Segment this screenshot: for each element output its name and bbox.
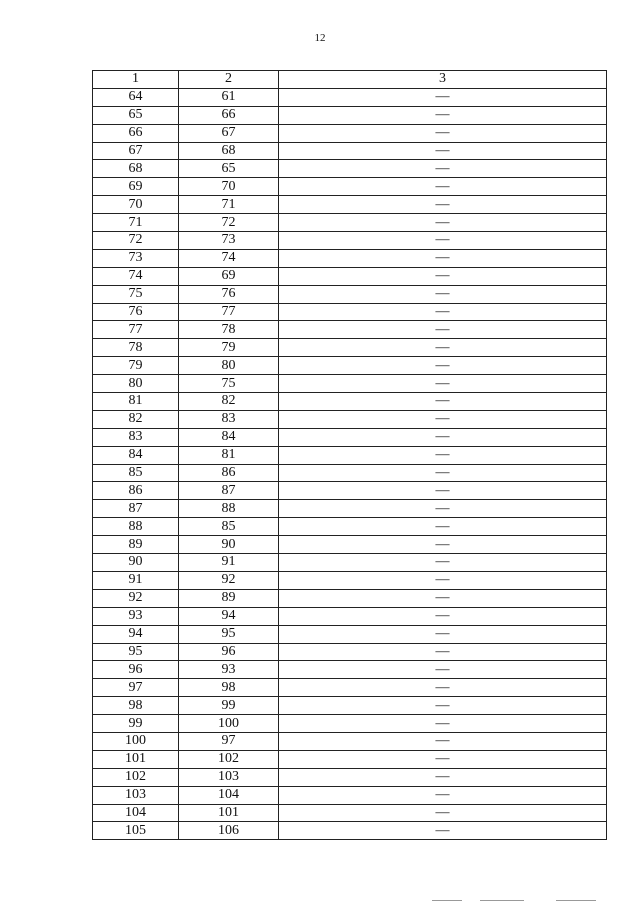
table-cell-col-3: — <box>279 518 607 536</box>
table-cell-col-1: 76 <box>93 303 179 321</box>
column-header-1: 1 <box>93 71 179 89</box>
table-cell-col-2: 104 <box>179 786 279 804</box>
table-row <box>93 375 607 393</box>
table-cell-col-1: 92 <box>93 589 179 607</box>
table-row <box>93 285 607 303</box>
table-row <box>93 750 607 768</box>
table-row <box>93 303 607 321</box>
column-header-2: 2 <box>179 71 279 89</box>
table-cell-col-1: 83 <box>93 428 179 446</box>
table-cell-col-2: 85 <box>179 518 279 536</box>
table-cell-col-1: 105 <box>93 822 179 840</box>
table-cell-col-1: 94 <box>93 625 179 643</box>
table-cell-col-2: 98 <box>179 679 279 697</box>
table-cell-col-3: — <box>279 804 607 822</box>
table-cell-col-1: 77 <box>93 321 179 339</box>
table-row <box>93 589 607 607</box>
table-cell-col-2: 68 <box>179 142 279 160</box>
table-cell-col-3: — <box>279 357 607 375</box>
table-cell-col-3: — <box>279 589 607 607</box>
table-cell-col-2: 92 <box>179 571 279 589</box>
table-cell-col-2: 99 <box>179 697 279 715</box>
table-row <box>93 214 607 232</box>
table-cell-col-2: 65 <box>179 160 279 178</box>
table-cell-col-2: 69 <box>179 267 279 285</box>
table-cell-col-3: — <box>279 214 607 232</box>
table-cell-col-2: 82 <box>179 393 279 411</box>
table-row <box>93 267 607 285</box>
table-row <box>93 625 607 643</box>
table-cell-col-3: — <box>279 410 607 428</box>
table-cell-col-3: — <box>279 160 607 178</box>
table-cell-col-2: 95 <box>179 625 279 643</box>
table-cell-col-2: 67 <box>179 124 279 142</box>
table-row <box>93 393 607 411</box>
table-row <box>93 554 607 572</box>
table-cell-col-2: 80 <box>179 357 279 375</box>
table-cell-col-3: — <box>279 428 607 446</box>
table-cell-col-3: — <box>279 393 607 411</box>
table-cell-col-2: 76 <box>179 285 279 303</box>
table-row <box>93 339 607 357</box>
table-cell-col-2: 103 <box>179 768 279 786</box>
table-cell-col-2: 97 <box>179 732 279 750</box>
table-cell-col-2: 88 <box>179 500 279 518</box>
table-row <box>93 142 607 160</box>
table-row <box>93 804 607 822</box>
table-row <box>93 124 607 142</box>
table-cell-col-1: 75 <box>93 285 179 303</box>
table-cell-col-3: — <box>279 267 607 285</box>
table-cell-col-1: 96 <box>93 661 179 679</box>
table-cell-col-3: — <box>279 643 607 661</box>
table-cell-col-2: 90 <box>179 536 279 554</box>
table-row <box>93 732 607 750</box>
table-row <box>93 106 607 124</box>
table-cell-col-2: 94 <box>179 607 279 625</box>
table-cell-col-1: 74 <box>93 267 179 285</box>
table-cell-col-1: 97 <box>93 679 179 697</box>
table-cell-col-2: 87 <box>179 482 279 500</box>
table-cell-col-3: — <box>279 249 607 267</box>
table-cell-col-1: 78 <box>93 339 179 357</box>
table-row <box>93 518 607 536</box>
table-cell-col-1: 89 <box>93 536 179 554</box>
table-cell-col-1: 102 <box>93 768 179 786</box>
table-row <box>93 428 607 446</box>
table-cell-col-3: — <box>279 500 607 518</box>
table-row <box>93 321 607 339</box>
table-cell-col-3: — <box>279 232 607 250</box>
table-cell-col-3: — <box>279 446 607 464</box>
table-row <box>93 410 607 428</box>
table-cell-col-1: 84 <box>93 446 179 464</box>
table-cell-col-1: 98 <box>93 697 179 715</box>
scan-artifact <box>480 900 524 901</box>
table-cell-col-2: 61 <box>179 88 279 106</box>
table-cell-col-2: 81 <box>179 446 279 464</box>
table-cell-col-3: — <box>279 303 607 321</box>
table-cell-col-1: 79 <box>93 357 179 375</box>
table-cell-col-1: 71 <box>93 214 179 232</box>
page-number: 12 <box>314 32 326 44</box>
table-cell-col-1: 99 <box>93 715 179 733</box>
table-cell-col-2: 66 <box>179 106 279 124</box>
table-cell-col-3: — <box>279 321 607 339</box>
table-cell-col-3: — <box>279 554 607 572</box>
table-cell-col-2: 77 <box>179 303 279 321</box>
scan-artifact <box>432 900 462 901</box>
table-cell-col-3: — <box>279 679 607 697</box>
table-cell-col-1: 80 <box>93 375 179 393</box>
table-cell-col-1: 88 <box>93 518 179 536</box>
table-cell-col-1: 91 <box>93 571 179 589</box>
table-row <box>93 536 607 554</box>
table-row <box>93 661 607 679</box>
table-cell-col-2: 78 <box>179 321 279 339</box>
table-row <box>93 697 607 715</box>
table-cell-col-3: — <box>279 625 607 643</box>
table-cell-col-1: 69 <box>93 178 179 196</box>
header-row <box>93 71 607 89</box>
table-cell-col-3: — <box>279 482 607 500</box>
table-cell-col-3: — <box>279 571 607 589</box>
table-cell-col-3: — <box>279 285 607 303</box>
table-cell-col-1: 87 <box>93 500 179 518</box>
table-cell-col-3: — <box>279 88 607 106</box>
table-cell-col-2: 86 <box>179 464 279 482</box>
table-row <box>93 607 607 625</box>
table-cell-col-2: 84 <box>179 428 279 446</box>
data-table <box>92 70 607 840</box>
table-row <box>93 786 607 804</box>
table-cell-col-3: — <box>279 822 607 840</box>
table-cell-col-2: 75 <box>179 375 279 393</box>
table-cell-col-3: — <box>279 142 607 160</box>
table-cell-col-1: 82 <box>93 410 179 428</box>
table-row <box>93 500 607 518</box>
table-cell-col-3: — <box>279 124 607 142</box>
table-cell-col-3: — <box>279 196 607 214</box>
table-row <box>93 357 607 375</box>
table-row <box>93 160 607 178</box>
table-row <box>93 822 607 840</box>
table-cell-col-3: — <box>279 732 607 750</box>
table-cell-col-3: — <box>279 339 607 357</box>
table-cell-col-3: — <box>279 536 607 554</box>
table-row <box>93 88 607 106</box>
table-cell-col-2: 73 <box>179 232 279 250</box>
table-cell-col-2: 93 <box>179 661 279 679</box>
table-cell-col-1: 86 <box>93 482 179 500</box>
table-header <box>93 71 607 89</box>
table-cell-col-2: 100 <box>179 715 279 733</box>
table-cell-col-1: 68 <box>93 160 179 178</box>
table-cell-col-1: 90 <box>93 554 179 572</box>
table-cell-col-2: 83 <box>179 410 279 428</box>
table-row <box>93 178 607 196</box>
table-cell-col-3: — <box>279 661 607 679</box>
table-row <box>93 232 607 250</box>
column-header-3: 3 <box>279 71 607 89</box>
table-row <box>93 643 607 661</box>
table-cell-col-3: — <box>279 607 607 625</box>
table-cell-col-1: 73 <box>93 249 179 267</box>
table-cell-col-1: 95 <box>93 643 179 661</box>
table-cell-col-1: 101 <box>93 750 179 768</box>
table-cell-col-2: 101 <box>179 804 279 822</box>
table-cell-col-1: 104 <box>93 804 179 822</box>
table-cell-col-2: 91 <box>179 554 279 572</box>
table-row <box>93 679 607 697</box>
table-cell-col-1: 70 <box>93 196 179 214</box>
table-body <box>93 88 607 839</box>
table-row <box>93 571 607 589</box>
table-cell-col-2: 71 <box>179 196 279 214</box>
table-cell-col-1: 66 <box>93 124 179 142</box>
table-cell-col-1: 103 <box>93 786 179 804</box>
table-cell-col-3: — <box>279 464 607 482</box>
table-row <box>93 249 607 267</box>
table-cell-col-1: 81 <box>93 393 179 411</box>
table-row <box>93 464 607 482</box>
table-cell-col-3: — <box>279 715 607 733</box>
table-row <box>93 768 607 786</box>
table-cell-col-2: 96 <box>179 643 279 661</box>
table-cell-col-3: — <box>279 106 607 124</box>
table-row <box>93 482 607 500</box>
table-cell-col-2: 70 <box>179 178 279 196</box>
table-cell-col-3: — <box>279 750 607 768</box>
table-cell-col-1: 64 <box>93 88 179 106</box>
scan-artifact <box>556 900 596 901</box>
table-cell-col-1: 85 <box>93 464 179 482</box>
table-cell-col-2: 74 <box>179 249 279 267</box>
table-cell-col-2: 72 <box>179 214 279 232</box>
table-row <box>93 446 607 464</box>
table-row <box>93 715 607 733</box>
table-cell-col-2: 102 <box>179 750 279 768</box>
table-cell-col-1: 93 <box>93 607 179 625</box>
table-cell-col-1: 72 <box>93 232 179 250</box>
table-cell-col-2: 79 <box>179 339 279 357</box>
table-cell-col-1: 65 <box>93 106 179 124</box>
table-cell-col-3: — <box>279 178 607 196</box>
table-cell-col-2: 106 <box>179 822 279 840</box>
table-cell-col-3: — <box>279 768 607 786</box>
table-cell-col-1: 67 <box>93 142 179 160</box>
table-cell-col-3: — <box>279 697 607 715</box>
table-row <box>93 196 607 214</box>
table-cell-col-2: 89 <box>179 589 279 607</box>
table-cell-col-1: 100 <box>93 732 179 750</box>
table-cell-col-3: — <box>279 375 607 393</box>
table-cell-col-3: — <box>279 786 607 804</box>
